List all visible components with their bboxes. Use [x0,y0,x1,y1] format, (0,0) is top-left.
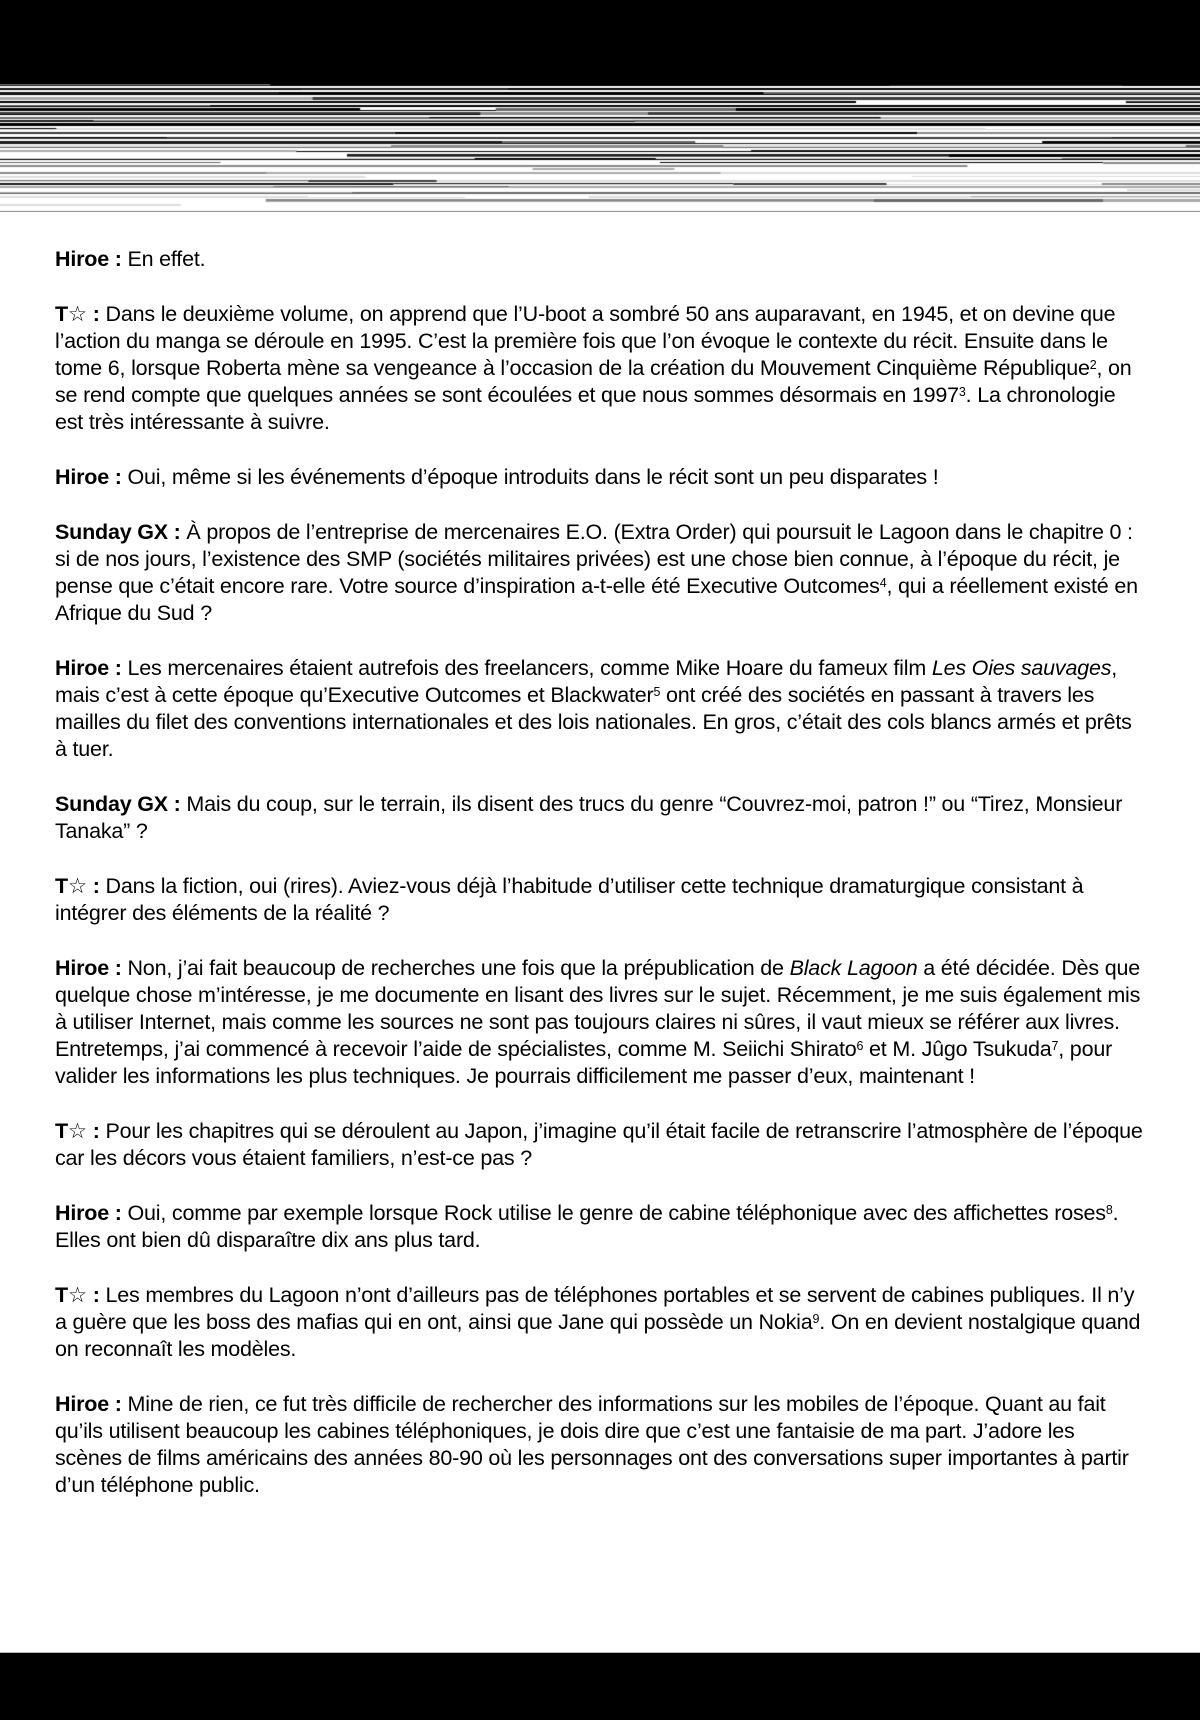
paragraph-text: Oui, comme par exemple lorsque Rock utilise le genre de cabine téléphonique avec des affichettes roses$^8$. Elles ont bien dû disparaître dix ans plus tard. [55,1201,1119,1252]
interview-paragraph [55,1118,1145,1172]
paragraph-text: Dans le deuxième volume, on apprend que l’U-boot a sombré 50 ans auparavant, en 1945, et on devine que l’action du manga se déroule en 1995. C’est la première fois que l’on évoque le contexte du récit. Ensuite dans le tome 6, lorsque Roberta mène sa vengeance à l’occasion de la création du Mouvement Cinquième République$^2$, on se rend compte que quelques années se sont écoulées et que nous sommes désormais en 1997$^3$. La chronologie est très intéressante à suivre. [55,302,1132,434]
paragraph-text: Les mercenaires étaient autrefois des freelancers, comme Mike Hoare du fameux film Les Oies sauvages, mais c’est à cette époque qu’Executive Outcomes et Blackwater$^5$ ont créé des sociétés en passant à travers les mailles du filet des conventions internationales et des lois nationales. En gros, c’était des cols blancs armés et prêts à tuer. [55,656,1132,761]
interview-paragraph [55,301,1145,436]
speaker-label: Sunday GX : [55,520,181,544]
paragraph-text: Mais du coup, sur le terrain, ils disent des trucs du genre “Couvrez-moi, patron !” ou “Tirez, Monsieur Tanaka” ? [55,792,1123,843]
paragraph-text: Pour les chapitres qui se déroulent au Japon, j’imagine qu’il était facile de retranscrire l’atmosphère de l’époque car les décors vous étaient familiers, n’est-ce pas ? [55,1119,1143,1170]
interview-paragraph [55,519,1145,627]
speaker-label: Sunday GX : [55,792,181,816]
interview-paragraph [55,955,1145,1090]
interview-text [55,246,1145,1527]
interview-paragraph [55,1200,1145,1254]
header-black-band [0,0,1200,84]
paragraph-text: Dans la fiction, oui (rires). Aviez-vous déjà l’habitude d’utiliser cette technique dramaturgique consistant à intégrer des éléments de la réalité ? [55,874,1084,925]
speaker-label: T☆ : [55,1119,100,1143]
speaker-label: Hiroe : [55,1201,122,1225]
speaker-label: T☆ : [55,302,100,326]
interview-paragraph [55,873,1145,927]
interview-paragraph [55,1282,1145,1363]
interview-paragraph [55,791,1145,845]
speaker-label: T☆ : [55,1283,100,1307]
interview-paragraph [55,246,1145,273]
interview-paragraph [55,1391,1145,1499]
speaker-label: T☆ : [55,874,100,898]
interview-paragraph [55,655,1145,763]
paragraph-text: À propos de l’entreprise de mercenaires E.O. (Extra Order) qui poursuit le Lagoon dans le chapitre 0 : si de nos jours, l’existence des SMP (sociétés militaires privées) est une chose bien connue, à l’époque du récit, je pense que c’était encore rare. Votre source d’inspiration a-t-elle été Executive Outcomes$^4$, qui a réellement existé en Afrique du Sud ? [55,520,1138,625]
footer-black-band [0,1652,1200,1720]
paragraph-text: Non, j’ai fait beaucoup de recherches une fois que la prépublication de Black Lagoon a été décidée. Dès que quelque chose m’intéresse, je me documente en lisant des livres sur le sujet. Récemment, je me suis également mis à utiliser Internet, mais comme les sources ne sont pas toujours claires ni sûres, il vaut mieux se référer aux livres. Entretemps, j’ai commencé à recevoir l’aide de spécialistes, comme M. Seiichi Shirato$^6$ et M. Jûgo Tsukuda$^7$, pour valider les informations les plus techniques. Je pourrais difficilement me passer d’eux, maintenant ! [55,956,1141,1088]
speaker-label: Hiroe : [55,247,122,271]
speaker-label: Hiroe : [55,465,122,489]
paragraph-text: Mine de rien, ce fut très difficile de rechercher des informations sur les mobiles de l’époque. Quant au fait qu’ils utilisent beaucoup les cabines téléphoniques, je dois dire que c’est une fantaisie de ma part. J’adore les scènes de films américains des années 80-90 où les personnages ont des conversations super importantes à partir d’un téléphone public. [55,1392,1129,1497]
paragraph-text: En effet. [127,247,206,271]
interview-paragraph [55,464,1145,491]
speaker-label: Hiroe : [55,956,122,980]
speaker-label: Hiroe : [55,656,122,680]
glitch-stripes-decoration [0,84,1200,212]
paragraph-text: Oui, même si les événements d’époque introduits dans le récit sont un peu disparates ! [127,465,939,489]
speaker-label: Hiroe : [55,1392,122,1416]
paragraph-text: Les membres du Lagoon n’ont d’ailleurs pas de téléphones portables et se servent de cabines publiques. Il n’y a guère que les boss des mafias qui en ont, ainsi que Jane qui possède un Nokia$^9$. On en devient nostalgique quand on reconnaît les modèles. [55,1283,1141,1361]
